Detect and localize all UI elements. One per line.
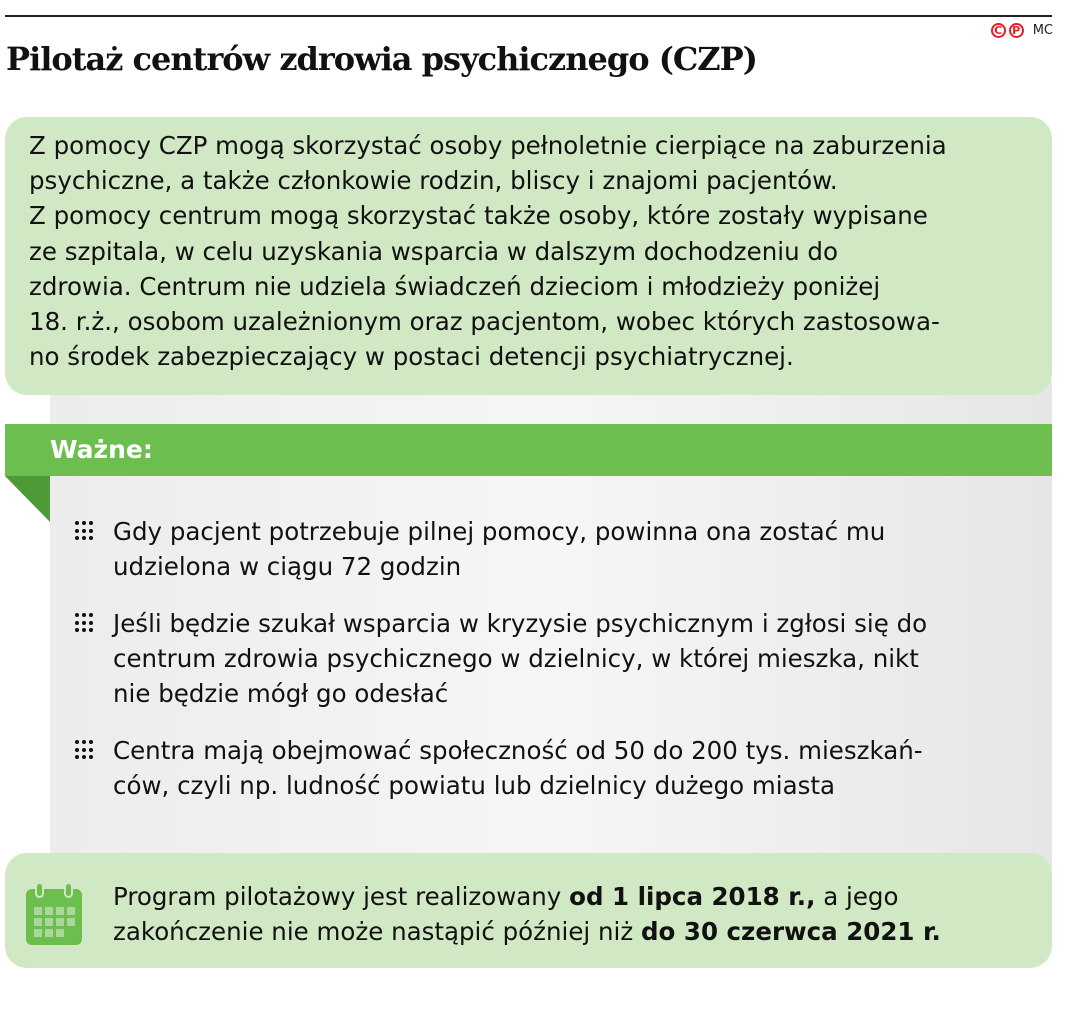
intro-line: 18. r.ż., osobom uzależnionym oraz pacjentom, wobec których zastosowa- xyxy=(29,307,940,337)
program-text-part: Program pilotażowy jest realizowany xyxy=(113,882,570,911)
important-list xyxy=(75,514,1035,825)
item-line: Gdy pacjent potrzebuje pilnej pomocy, powinna ona zostać mu xyxy=(113,517,886,546)
banner-fold xyxy=(5,476,50,522)
list-item xyxy=(75,606,1035,711)
intro-box xyxy=(5,117,1052,395)
list-item xyxy=(75,514,1035,584)
item-line: Jeśli będzie szukał wsparcia w kryzysie psychicznym i zgłosi się do xyxy=(113,609,928,638)
intro-line: psychiczne, a także członkowie rodzin, bliscy i znajomi pacjentów. xyxy=(29,166,838,196)
program-text xyxy=(113,879,941,949)
author-initials: MC xyxy=(1032,23,1053,38)
program-text-part: a jego xyxy=(815,882,899,911)
bullet-dots-icon xyxy=(75,521,95,541)
publisher-icon: P xyxy=(1009,23,1024,38)
intro-line: Z pomocy centrum mogą skorzystać także osoby, które zostały wypisane xyxy=(29,201,928,231)
page-title: Pilotaż centrów zdrowia psychicznego (CZP) xyxy=(6,40,757,78)
top-rule xyxy=(5,15,1052,17)
intro-line: no środek zabezpieczający w postaci detencji psychiatrycznej. xyxy=(29,342,794,372)
end-date: do 30 czerwca 2021 r. xyxy=(641,917,941,946)
list-item xyxy=(75,733,1035,803)
program-box xyxy=(5,853,1052,968)
item-line: nie będzie mógł go odesłać xyxy=(113,679,449,708)
item-line: udzielona w ciągu 72 godzin xyxy=(113,552,462,581)
bullet-dots-icon xyxy=(75,613,95,633)
item-line: ców, czyli np. ludność powiatu lub dzielnicy dużego miasta xyxy=(113,771,835,800)
start-date: od 1 lipca 2018 r., xyxy=(569,882,816,911)
item-line: centrum zdrowia psychicznego w dzielnicy, w której mieszka, nikt xyxy=(113,644,919,673)
intro-line: ze szpitala, w celu uzyskania wsparcia w dalszym dochodzeniu do xyxy=(29,236,838,266)
program-text-part: zakończenie nie może nastąpić później niż xyxy=(113,917,642,946)
credits xyxy=(991,23,1053,38)
intro-line: Z pomocy CZP mogą skorzystać osoby pełnoletnie cierpiące na zaburzenia xyxy=(29,131,947,160)
bullet-dots-icon xyxy=(75,740,95,760)
copyright-icon: C xyxy=(991,23,1006,38)
calendar-icon xyxy=(26,883,82,945)
intro-line: zdrowia. Centrum nie udziela świadczeń dzieciom i młodzieży poniżej xyxy=(29,271,881,301)
item-line: Centra mają obejmować społeczność od 50 do 200 tys. mieszkań- xyxy=(113,736,923,765)
important-heading: Ważne: xyxy=(5,424,1052,476)
